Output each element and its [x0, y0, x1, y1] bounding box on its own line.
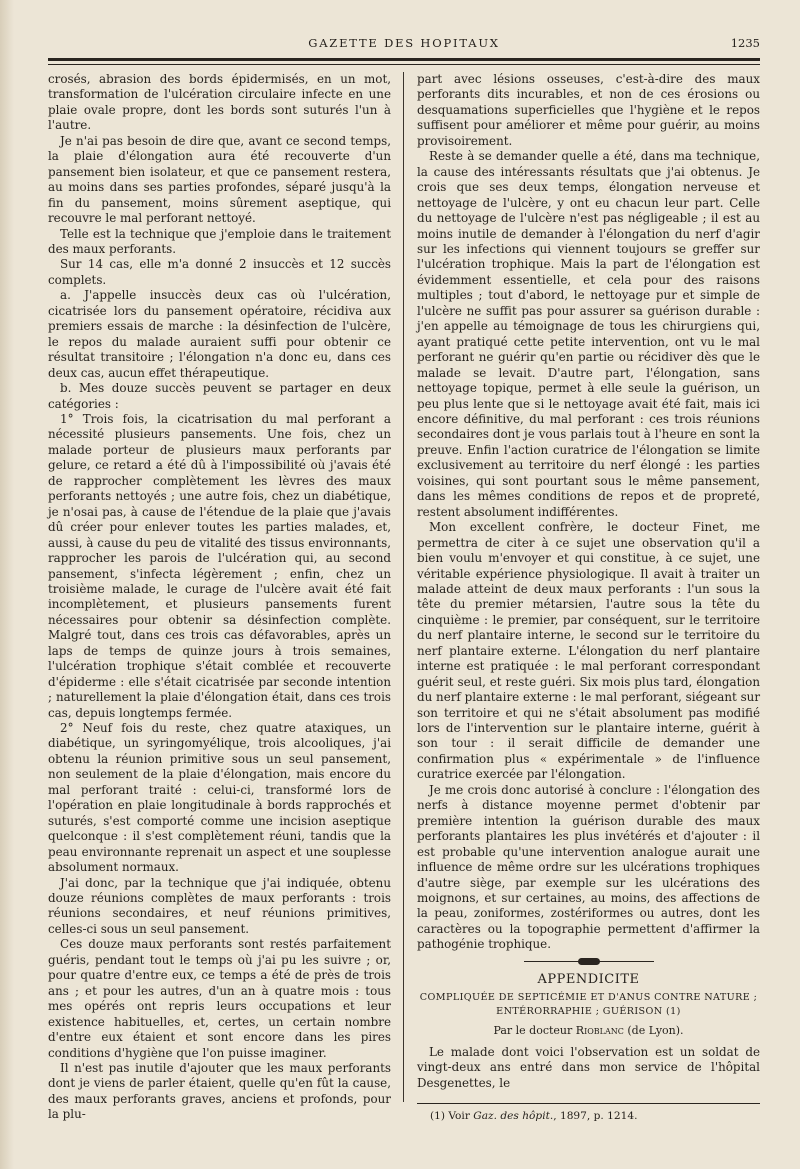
paragraph: 2° Neuf fois du reste, chez quatre ataxiques, un diabétique, un syringomyélique, trois alcooliques, j'ai obtenu la réunion primitive sous un seul pansement, non seulement de la plaie d'élongation, mais encore du mal perforant traité : celui-ci, transformé lors de l'opération en plaie longitudinale à bords rapprochés et suturés, s'est comporté comme une incision aseptique quelconque : il s'est complètement réuni, tandis que la peau environnante reprenait un aspect et une souplesse absolument normaux. [48, 721, 391, 875]
column-divider [403, 72, 404, 1102]
footnote-marker: (1) Voir [430, 1110, 470, 1122]
header-rule-thin [48, 64, 760, 65]
paragraph: Je me crois donc autorisé à conclure : l'élongation des nerfs à distance moyenne permet d'obtenir par première intention la guérison durable des maux perforants plantaires les plus invétérés et d'ajouter : il est probable qu'une intervention analogue aurait une influence de même ordre sur les ulcérations trophiques d'autre siège, par exemple sur les ulcérations des moignons, et sur certaines, au moins, des affections de la peau, zoniformes, zostériformes ou autres, dont les caractères ou la topographie permettent d'affirmer la pathogénie trophique. [417, 782, 760, 952]
footnote [430, 1110, 760, 1122]
section-separator [524, 961, 654, 962]
separator-ornament [578, 958, 600, 965]
header-rule-thick [48, 58, 760, 61]
page-edge-shadow [0, 0, 14, 1169]
appendix-author [417, 1023, 760, 1038]
paragraph: b. Mes douze succès peuvent se partager en deux catégories : [48, 381, 391, 411]
paragraph: 1° Trois fois, la cicatrisation du mal perforant a nécessité plusieurs pansements. Une fois, chez un malade porteur de plusieurs maux perforants par gelure, ce retard a été dû à l'impossibilité où j'avais été de rapprocher complètement les lèvres des maux perforants nettoyés ; une autre fois, chez un diabétique, je n'osai pas, à cause de l'étendue de la plaie que j'avais dû créer pour enlever toutes les parties malades, et, aussi, à cause du peu de vitalité des tissus environnants, rapprocher les parois de l'ulcération qui, au second pansement, s'infecta légèrement ; enfin, chez un troisième malade, le curage de l'ulcère avait été fait incomplètement, et plusieurs pansements furent nécessaires pour obtenir sa désinfection complète. Malgré tout, dans ces trois cas défavorables, après un laps de temps de quinze jours à trois semaines, l'ulcération trophique s'était comblée et recouverte d'épiderme : elle s'était cicatrisée par seconde intention ; naturellement la plaie d'élongation était, dans ces trois cas, depuis longtemps fermée. [48, 411, 391, 720]
paragraph: Il n'est pas inutile d'ajouter que les maux perforants dont je viens de parler étaient, quelle qu'en fût la cause, des maux perforants graves, anciens et profonds, pour la plu- [48, 1061, 391, 1122]
paragraph: crosés, abrasion des bords épidermisés, en un mot, transformation de l'ulcération circulaire infecte en une plaie ovale propre, dont les bords sont suturés l'un à l'autre. [48, 72, 391, 133]
paragraph: Je n'ai pas besoin de dire que, avant ce second temps, la plaie d'élongation aura été recouverte d'un pansement bien isolateur, et que ce pansement restera, au moins dans ses parties profondes, séparé jusqu'à la fin du pansement, moins sûrement aseptique, qui recouvre le mal perforant nettoyé. [48, 133, 391, 226]
appendix-subtitle: COMPLIQUÉE DE SEPTICÉMIE ET D'ANUS CONTRE NATURE ; ENTÉRORRAPHIE ; GUÉRISON (1) [419, 992, 758, 1018]
paragraph: Ces douze maux perforants sont restés parfaitement guéris, pendant tout le temps où j'ai pu les suivre ; or, pour quatre d'entre eux, ce temps a été de près de trois ans ; et pour les autres, d'un an à quatre mois : tous mes opérés ont repris leurs occupations et leur existence habituelles, et, certes, un certain nombre d'entre eux étaient et sont encore dans les pires conditions d'hygiène que l'on puisse imaginer. [48, 937, 391, 1060]
appendix-title: APPENDICITE [537, 971, 640, 987]
page-header [48, 36, 760, 56]
left-column [48, 72, 391, 1123]
page-number: 1235 [730, 36, 760, 50]
footnote-ref: Gaz. des hôpit. [473, 1110, 554, 1122]
footnote-rest: , 1897, p. 1214. [553, 1110, 638, 1122]
paragraph: Reste à se demander quelle a été, dans ma technique, la cause des intéressants résultats que j'ai obtenus. Je crois que ses deux temps, élongation nerveuse et nettoyage de l'ulcère, y ont eu chacun leur part. Celle du nettoyage de l'ulcère n'est pas négligeable ; il est au moins inutile de demander à l'élongation du nerf d'agir sur les infections qui viennent toujours se greffer sur l'ulcération trophique. Mais la part de l'élongation est évidemment essentielle, et cela pour des raisons multiples ; tout d'abord, le nettoyage pur et simple de l'ulcère ne suffit pas pour assurer sa guérison durable : j'en appelle au témoignage de tous les chirurgiens qui, ayant pratiqué cette petite intervention, ont vu le mal perforant ne guérir qu'en partie ou récidiver dès que le malade se levait. D'autre part, l'élongation, sans nettoyage topique, permet à elle seule la guérison, un peu plus lente que si le nettoyage avait été fait, mais ici encore définitive, du mal perforant : ces trois réunions secondaires dont je vous parlais tout à l'heure en sont la preuve. Enfin l'action curatrice de l'élongation se limite exclusivement au territoire du nerf élongé : les parties voisines, qui sont pourtant sous le même pansement, dans les mêmes conditions de repos et de propreté, restent absolument indifférentes. [417, 149, 760, 519]
footnote-rule [417, 1103, 760, 1104]
author-prefix: Par le docteur [493, 1024, 573, 1038]
paragraph: a. J'appelle insuccès deux cas où l'ulcération, cicatrisée lors du pansement opératoire, récidiva aux premiers essais de marche : la désinfection de l'ulcère, le repos du malade auraient suffi pour obtenir ce résultat transitoire ; l'élongation n'a donc eu, dans ces deux cas, aucun effet thérapeutique. [48, 288, 391, 380]
author-name: Rioblanc [575, 1024, 624, 1038]
paragraph: Sur 14 cas, elle m'a donné 2 insuccès et 12 succès complets. [48, 257, 391, 287]
paragraph: Mon excellent confrère, le docteur Finet, me permettra de citer à ce sujet une observation qu'il a bien voulu m'envoyer et qui constitue, à ce sujet, une véritable expérience physiologique. Il avait à traiter un malade atteint de deux maux perforants : l'un sous la tête du premier métarsien, l'autre sous la tête du cinquième : le premier, par conséquent, sur le territoire du nerf plantaire interne, le second sur le territoire du nerf plantaire externe. L'élongation du nerf plantaire interne est pratiquée : le mal perforant correspondant guérit seul, et reste guéri. Six mois plus tard, élongation du nerf plantaire externe : le mal perforant, siégeant sur son territoire et qui ne s'était absolument pas modifié lors de l'intervention sur le plantaire interne, guérit à son tour : il serait difficile de demander une confirmation plus « expérimentale » de l'influence curatrice exercée par l'élongation. [417, 520, 761, 782]
paragraph: J'ai donc, par la technique que j'ai indiquée, obtenu douze réunions complètes de maux perforants : trois réunions secondaires, et neuf réunions primitives, celles-ci sous un seul pansement. [48, 875, 391, 936]
appendix-paragraph: Le malade dont voici l'observation est un soldat de vingt-deux ans entré dans mon service de l'hôpital Desgenettes, le [417, 1044, 760, 1090]
paragraph: part avec lésions osseuses, c'est-à-dire des maux perforants dits incurables, et non de ces érosions ou desquamations superficielles que l'hygiène et le repos suffisent pour améliorer et même pour guérir, au moins provisoirement. [417, 72, 760, 148]
journal-title: GAZETTE DES HOPITAUX [308, 36, 500, 50]
paragraph: Telle est la technique que j'emploie dans le traitement des maux perforants. [48, 226, 391, 256]
right-column [417, 72, 760, 1091]
author-suffix: (de Lyon). [627, 1024, 684, 1038]
